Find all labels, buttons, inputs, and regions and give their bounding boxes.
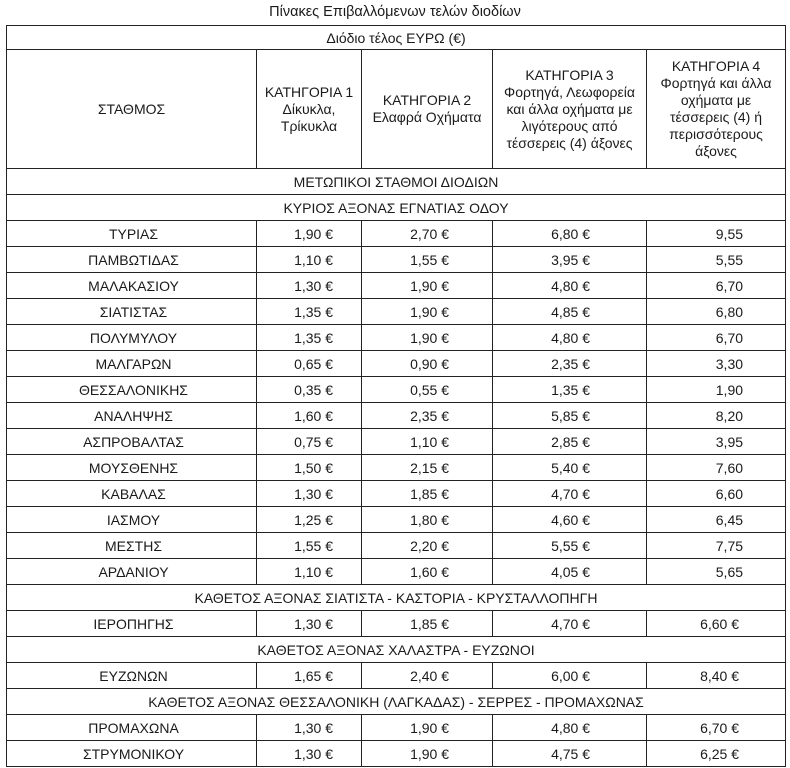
category-2-cell: 1,90 € [362,325,493,351]
category-4-cell: 5,65 [647,559,786,585]
station-cell: ΠΟΛΥΜΥΛΟΥ [7,325,257,351]
station-cell: ΙΑΣΜΟΥ [7,507,257,533]
station-cell: ΜΑΛΑΚΑΣΙΟΥ [7,273,257,299]
category-2-cell: 1,85 € [362,481,493,507]
table-row [7,507,786,533]
header-category-4: ΚΑΤΗΓΟΡΙΑ 4 Φορτηγά και άλλα οχήματα με τέσσερεις (4) ή περισσότερους άξονες [647,50,786,169]
category-3-cell: 1,35 € [493,377,647,403]
header-category-3: ΚΑΤΗΓΟΡΙΑ 3 Φορτηγά, Λεωφορεία και άλλα οχήματα με λιγότερους από τέσσερεις (4) άξονες [493,50,647,169]
category-3-cell: 6,00 € [493,663,647,689]
table-row [7,481,786,507]
category-1-cell: 1,10 € [257,247,362,273]
section-row [7,195,786,221]
station-cell: ΘΕΣΣΑΛΟΝΙΚΗΣ [7,377,257,403]
section-row [7,169,786,195]
table-row [7,741,786,767]
category-4-cell: 6,70 [647,273,786,299]
category-2-cell: 1,90 € [362,273,493,299]
category-4-cell: 9,55 [647,221,786,247]
table-row [7,221,786,247]
category-4-cell: 8,40 € [647,663,786,689]
category-1-cell: 1,30 € [257,273,362,299]
category-3-cell: 4,70 € [493,611,647,637]
section-row [7,585,786,611]
category-4-cell: 7,75 [647,533,786,559]
toll-table-body [7,26,786,767]
category-3-cell: 4,05 € [493,559,647,585]
category-2-cell: 2,70 € [362,221,493,247]
table-row [7,611,786,637]
station-cell: ΙΕΡΟΠΗΓΗΣ [7,611,257,637]
section-label: ΚΑΘΕΤΟΣ ΑΞΟΝΑΣ ΘΕΣΣΑΛΟΝΙΚΗ (ΛΑΓΚΑΔΑΣ) - ΣΕΡΡΕΣ - ΠΡΟΜΑΧΩΝΑΣ [7,689,786,715]
section-label: ΚΑΘΕΤΟΣ ΑΞΟΝΑΣ ΧΑΛΑΣΤΡΑ - ΕΥΖΩΝΟΙ [7,637,786,663]
category-2-cell: 2,15 € [362,455,493,481]
toll-table [6,25,786,767]
category-3-cell: 4,80 € [493,273,647,299]
category-2-cell: 1,80 € [362,507,493,533]
category-1-cell: 1,30 € [257,715,362,741]
category-1-cell: 0,75 € [257,429,362,455]
currency-label: Διόδιο τέλος ΕΥΡΩ (€) [7,26,786,50]
category-3-cell: 5,85 € [493,403,647,429]
category-4-cell: 1,90 [647,377,786,403]
category-1-cell: 1,65 € [257,663,362,689]
category-2-cell: 2,20 € [362,533,493,559]
station-cell: ΜΑΛΓΑΡΩΝ [7,351,257,377]
station-cell: ΑΣΠΡΟΒΑΛΤΑΣ [7,429,257,455]
category-4-cell: 5,55 [647,247,786,273]
header-station: ΣΤΑΘΜΟΣ [7,50,257,169]
category-2-cell: 1,90 € [362,299,493,325]
category-4-cell: 6,45 [647,507,786,533]
station-cell: ΜΟΥΣΘΕΝΗΣ [7,455,257,481]
category-2-cell: 2,40 € [362,663,493,689]
category-3-cell: 2,85 € [493,429,647,455]
category-1-cell: 1,10 € [257,559,362,585]
station-cell: ΣΙΑΤΙΣΤΑΣ [7,299,257,325]
category-3-cell: 4,70 € [493,481,647,507]
table-row [7,559,786,585]
category-1-cell: 1,25 € [257,507,362,533]
station-cell: ΑΡΔΑΝΙΟΥ [7,559,257,585]
category-4-cell: 3,30 [647,351,786,377]
category-1-cell: 1,35 € [257,325,362,351]
category-1-cell: 1,60 € [257,403,362,429]
section-label: ΜΕΤΩΠΙΚΟΙ ΣΤΑΘΜΟΙ ΔΙΟΔΙΩΝ [7,169,786,195]
table-row [7,273,786,299]
section-row [7,637,786,663]
category-1-cell: 0,65 € [257,351,362,377]
category-2-cell: 1,60 € [362,559,493,585]
category-3-cell: 6,80 € [493,221,647,247]
header-category-1: ΚΑΤΗΓΟΡΙΑ 1 Δίκυκλα, Τρίκυκλα [257,50,362,169]
category-1-cell: 1,30 € [257,741,362,767]
category-3-cell: 4,75 € [493,741,647,767]
station-cell: ΠΡΟΜΑΧΩΝΑ [7,715,257,741]
category-4-cell: 7,60 [647,455,786,481]
category-2-cell: 1,90 € [362,741,493,767]
table-row [7,533,786,559]
category-1-cell: 0,35 € [257,377,362,403]
section-label: ΚΥΡΙΟΣ ΑΞΟΝΑΣ ΕΓΝΑΤΙΑΣ ΟΔΟΥ [7,195,786,221]
page-title: Πίνακες Επιβαλλόμενων τελών διοδίων [269,4,521,20]
table-row [7,663,786,689]
category-2-cell: 1,10 € [362,429,493,455]
category-1-cell: 1,30 € [257,611,362,637]
category-1-cell: 1,30 € [257,481,362,507]
table-row [7,351,786,377]
station-cell: ΑΝΑΛΗΨΗΣ [7,403,257,429]
category-2-cell: 1,55 € [362,247,493,273]
table-row [7,299,786,325]
category-2-cell: 1,85 € [362,611,493,637]
category-3-cell: 4,80 € [493,325,647,351]
category-1-cell: 1,35 € [257,299,362,325]
section-label: ΚΑΘΕΤΟΣ ΑΞΟΝΑΣ ΣΙΑΤΙΣΤΑ - ΚΑΣΤΟΡΙΑ - ΚΡΥΣΤΑΛΛΟΠΗΓΗ [7,585,786,611]
table-row [7,325,786,351]
station-cell: ΣΤΡΥΜΟΝΙΚΟΥ [7,741,257,767]
category-3-cell: 2,35 € [493,351,647,377]
table-row [7,715,786,741]
category-3-cell: 3,95 € [493,247,647,273]
category-4-cell: 6,25 € [647,741,786,767]
station-cell: ΚΑΒΑΛΑΣ [7,481,257,507]
category-2-cell: 2,35 € [362,403,493,429]
station-cell: ΜΕΣΤΗΣ [7,533,257,559]
category-4-cell: 6,60 [647,481,786,507]
station-cell: ΠΑΜΒΩΤΙΔΑΣ [7,247,257,273]
header-row [7,50,786,169]
table-row [7,455,786,481]
category-2-cell: 1,90 € [362,715,493,741]
category-3-cell: 4,80 € [493,715,647,741]
currency-row [7,26,786,50]
category-1-cell: 1,50 € [257,455,362,481]
category-4-cell: 6,60 € [647,611,786,637]
category-1-cell: 1,55 € [257,533,362,559]
category-3-cell: 4,60 € [493,507,647,533]
category-2-cell: 0,55 € [362,377,493,403]
category-4-cell: 6,70 [647,325,786,351]
station-cell: ΤΥΡΙΑΣ [7,221,257,247]
category-3-cell: 5,55 € [493,533,647,559]
section-row [7,689,786,715]
category-2-cell: 0,90 € [362,351,493,377]
header-category-2: ΚΑΤΗΓΟΡΙΑ 2 Ελαφρά Οχήματα [362,50,493,169]
category-4-cell: 6,70 € [647,715,786,741]
category-4-cell: 6,80 [647,299,786,325]
table-row [7,377,786,403]
category-3-cell: 4,85 € [493,299,647,325]
category-4-cell: 8,20 [647,403,786,429]
table-row [7,247,786,273]
category-3-cell: 5,40 € [493,455,647,481]
station-cell: ΕΥΖΩΝΩΝ [7,663,257,689]
category-1-cell: 1,90 € [257,221,362,247]
table-row [7,403,786,429]
category-4-cell: 3,95 [647,429,786,455]
table-row [7,429,786,455]
